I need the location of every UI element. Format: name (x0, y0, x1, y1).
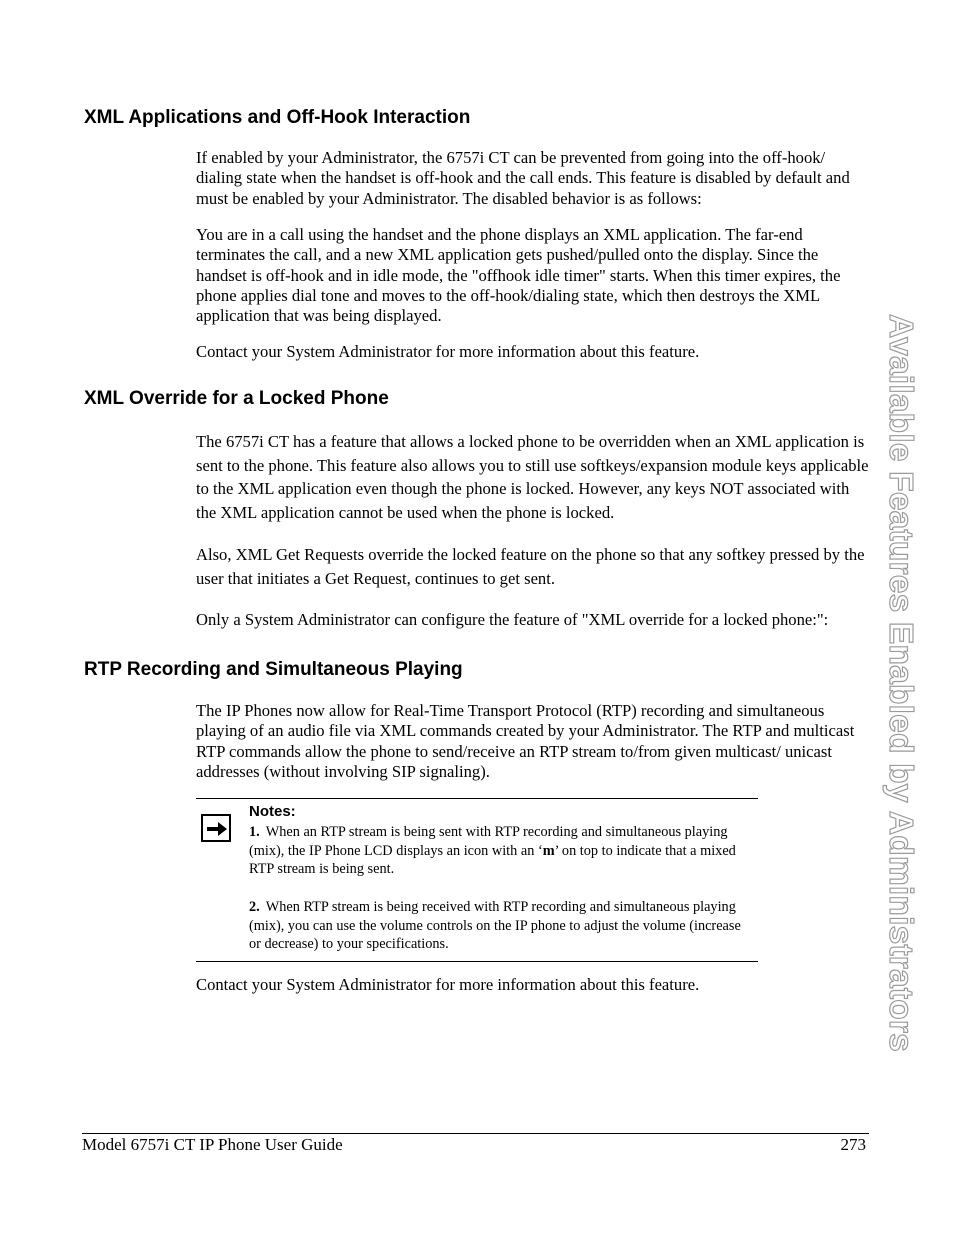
page-number: 273 (840, 1135, 866, 1154)
paragraph: Only a System Administrator can configure the feature of "XML override for a locked phone:": (196, 610, 829, 629)
section-heading-rtp: RTP Recording and Simultaneous Playing (84, 659, 463, 680)
footer-divider (82, 1133, 869, 1134)
note-number: 2. (249, 899, 260, 915)
footer-title: Model 6757i CT IP Phone User Guide (82, 1135, 343, 1154)
notes-title: Notes: (249, 803, 296, 820)
paragraph: Contact your System Administrator for more information about this feature. (196, 342, 700, 361)
section-heading-xml-offhook: XML Applications and Off-Hook Interaction (84, 107, 471, 128)
notes-box (196, 798, 758, 962)
note-text: ’ on top to indicate that a mixed RTP stream is being sent. (249, 842, 736, 878)
paragraph: Also, XML Get Requests override the locked feature on the phone so that any softkey pressed by the user that initiates a Get Request, continues to get sent. (196, 545, 865, 588)
paragraph: The IP Phones now allow for Real-Time Transport Protocol (RTP) recording and simultaneous playing of an audio file via XML commands created by your Administrator. The RTP and multicast RTP commands allow the phone to send/receive an RTP stream to/from given multicast/ unicast addresses (without involving SIP signaling). (196, 701, 855, 781)
paragraph: You are in a call using the handset and the phone displays an XML application. The far-end terminates the call, and a new XML application gets pushed/pulled onto the display. Since the handset is off-hook and in idle mode, the "offhook idle timer" starts. When this timer expires, the phone applies dial tone and moves to the off-hook/dialing state, which then destroys the XML application that was being displayed. (196, 225, 841, 326)
note-item (249, 823, 755, 879)
right-arrow-icon (201, 814, 231, 842)
paragraph: Contact your System Administrator for more information about this feature. (196, 975, 700, 994)
note-number: 1. (249, 824, 260, 840)
side-tab-label: Available Features Enabled by Administrators (882, 314, 919, 1052)
side-tab (882, 314, 918, 1108)
paragraph: If enabled by your Administrator, the 6757i CT can be prevented from going into the off-hook/ dialing state when the handset is off-hook and the call ends. This feature is disabled by default and must be enabled by your Administrator. The disabled behavior is as follows: (196, 148, 850, 208)
note-text: When RTP stream is being received with RTP recording and simultaneous playing (mix), you can use the volume controls on the IP phone to adjust the volume (increase or decrease) to your specifications. (249, 899, 741, 953)
note-item (249, 898, 755, 954)
note-text: When an RTP stream is being sent with RTP recording and simultaneous playing (mix), the IP Phone LCD displays an icon with an ‘ (249, 824, 728, 859)
paragraph: The 6757i CT has a feature that allows a locked phone to be overridden when an XML application is sent to the phone. This feature also allows you to still use softkeys/expansion module keys applicable to the XML application even though the phone is locked. However, any keys NOT associated with the XML application cannot be used when the phone is locked. (196, 432, 869, 523)
section-heading-xml-override: XML Override for a Locked Phone (84, 388, 389, 409)
note-bold-letter: m (542, 842, 555, 859)
